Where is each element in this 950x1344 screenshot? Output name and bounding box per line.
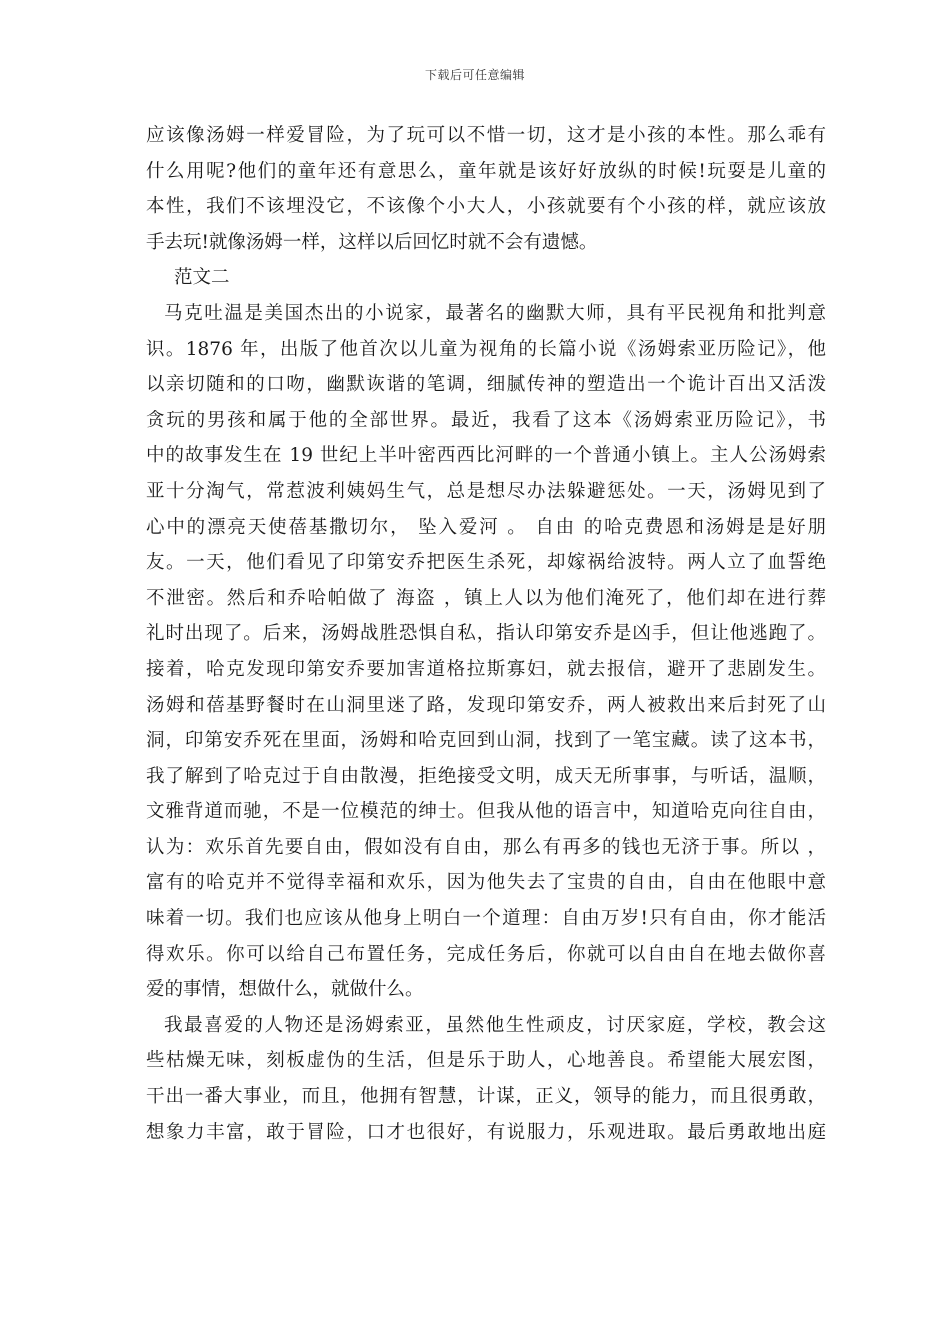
text-line: 亚十分淘气，常惹波利姨妈生气，总是想尽办法躲避惩处。一天，汤姆见到了 [146, 480, 826, 502]
text-line: 心中的漂亮天使蓓基撒切尔， 坠入爱河 。 自由 的哈克费恩和汤姆是是好朋 [146, 516, 826, 538]
text-line: 马克吐温是美国杰出的小说家，最著名的幽默大师，具有平民视角和批判意 [164, 302, 826, 324]
text-line: 汤姆和蓓基野餐时在山洞里迷了路，发现印第安乔，两人被救出来后封死了山 [146, 694, 826, 716]
text-line: 我了解到了哈克过于自由散漫，拒绝接受文明，成天无所事事，与听话，温顺， [146, 765, 826, 787]
text-line: 应该像汤姆一样爱冒险，为了玩可以不惜一切，这才是小孩的本性。那么乖有 [146, 125, 826, 146]
text-line: 本性，我们不该埋没它，不该像个小大人，小孩就要有个小孩的样，就应该放 [146, 196, 826, 218]
text-line: 文雅背道而驰，不是一位模范的绅士。但我从他的语言中，知道哈克向往自由， [146, 801, 826, 823]
text-line: 我最喜爱的人物还是汤姆索亚，虽然他生性顽皮，讨厌家庭，学校，教会这 [164, 1014, 826, 1036]
text-line: 味着一切。我们也应该从他身上明白一个道理：自由万岁!只有自由，你才能活 [146, 908, 826, 930]
document-body [146, 118, 826, 1150]
text-line: 什么用呢?他们的童年还有意思么，童年就是该好好放纵的时候!玩耍是儿童的 [146, 160, 826, 182]
text-line: 认为：欢乐首先要自由，假如没有自由，那么有再多的钱也无济于事。所以 ， [146, 836, 826, 858]
text-line: 得欢乐。你可以给自己布置任务，完成任务后，你就可以自由自在地去做你喜 [146, 943, 826, 965]
text-line: 中的故事发生在 19 世纪上半叶密西西比河畔的一个普通小镇上。主人公汤姆索 [146, 445, 826, 467]
text-line: 识。1876 年，出版了他首次以儿童为视角的长篇小说《汤姆索亚历险记》，他 [146, 338, 826, 360]
page-header: 下载后可任意编辑 [424, 68, 525, 82]
text-line: 友。一天，他们看见了印第安乔把医生杀死，却嫁祸给波特。两人立了血誓绝 [146, 552, 826, 574]
section-heading: 范文二 [174, 267, 230, 289]
text-line: 不泄密。然后和乔哈帕做了 海盗 ，镇上人以为他们淹死了，他们却在进行葬 [146, 587, 826, 609]
text-line: 以亲切随和的口吻，幽默诙谐的笔调，细腻传神的塑造出一个诡计百出又活泼 [146, 374, 826, 396]
text-line: 爱的事情，想做什么，就做什么。 [146, 979, 424, 1001]
text-line: 手去玩!就像汤姆一样，这样以后回忆时就不会有遗憾。 [146, 231, 598, 253]
text-line: 接着，哈克发现印第安乔要加害道格拉斯寡妇，就去报信，避开了悲剧发生。 [146, 658, 826, 680]
text-line: 些枯燥无味，刻板虚伪的生活，但是乐于助人，心地善良。希望能大展宏图， [146, 1050, 826, 1072]
text-line: 干出一番大事业，而且，他拥有智慧，计谋，正义，领导的能力，而且很勇敢， [146, 1086, 826, 1108]
text-line: 礼时出现了。后来，汤姆战胜恐惧自私，指认印第安乔是凶手，但让他逃跑了。 [146, 623, 826, 645]
text-line: 洞，印第安乔死在里面，汤姆和哈克回到山洞，找到了一笔宝藏。读了这本书， [146, 730, 826, 752]
text-line: 富有的哈克并不觉得幸福和欢乐，因为他失去了宝贵的自由，自由在他眼中意 [146, 872, 826, 894]
text-line: 想象力丰富，敢于冒险，口才也很好，有说服力，乐观进取。最后勇敢地出庭 [146, 1121, 826, 1143]
text-line: 贪玩的男孩和属于他的全部世界。最近，我看了这本《汤姆索亚历险记》，书 [146, 409, 826, 431]
